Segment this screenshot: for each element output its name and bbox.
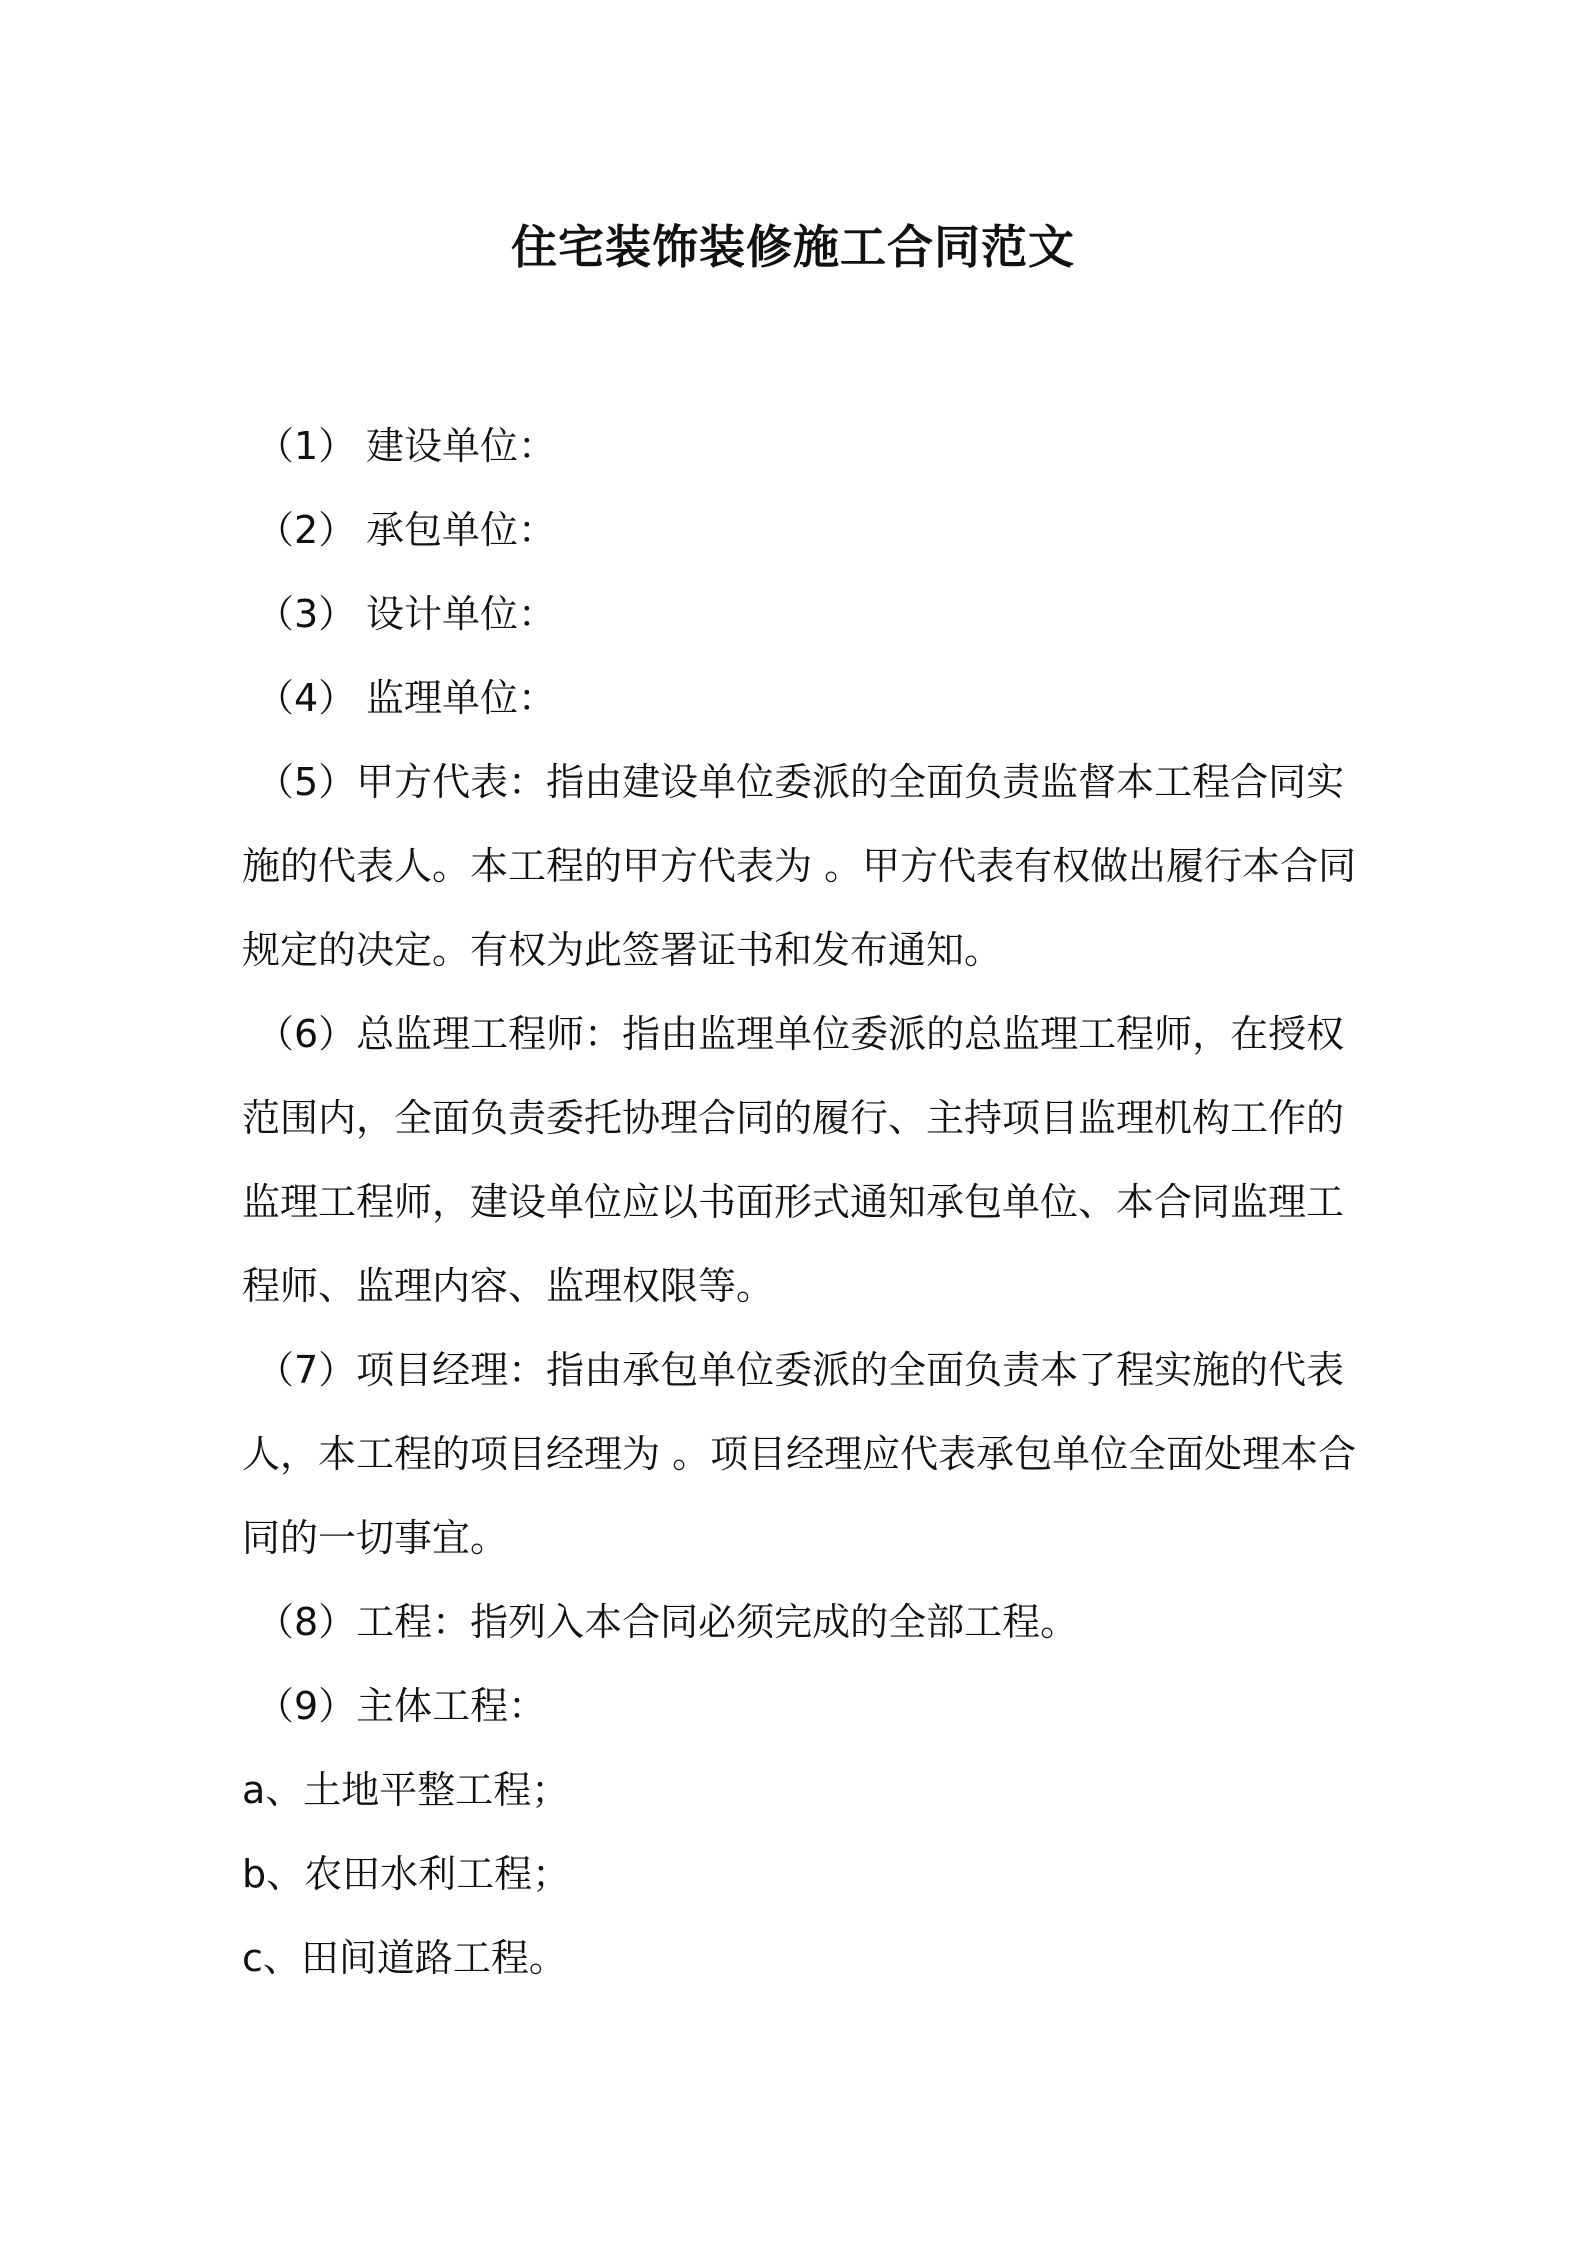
list-item-design-unit	[242, 572, 1372, 656]
sub-item-field-roads: c、田间道路工程。	[242, 1936, 567, 1980]
paragraph-main-works: （9）主体工程：	[256, 1684, 547, 1728]
list-item-number: （3）	[256, 592, 357, 636]
document-title: 住宅装饰装修施工合同范文	[511, 220, 1075, 274]
list-item-number: （4）	[256, 676, 357, 720]
list-item-construction-unit	[242, 404, 1372, 488]
list-item-label: 设计单位：	[366, 592, 557, 636]
paragraph-works: （8）工程：指列入本合同必须完成的全部工程。	[256, 1600, 1079, 1644]
list-item-label: 建设单位：	[366, 424, 557, 468]
list-item-contractor-unit	[242, 488, 1372, 572]
paragraph-project-manager: （7）项目经理：指由承包单位委派的全面负责本了程实施的代表人，本工程的项目经理为 。项目经理应代表承包单位全面处理本合同的一切事宜。	[242, 1348, 1357, 1560]
paragraph-chief-supervisor: （6）总监理工程师：指由监理单位委派的总监理工程师，在授权范围内，全面负责委托协理合同的履行、主持项目监理机构工作的监理工程师，建设单位应以书面形式通知承包单位、本合同监理工程师、监理内容、监理权限等。	[242, 1012, 1345, 1308]
sub-item-irrigation: b、农田水利工程；	[242, 1852, 571, 1896]
list-item-label: 监理单位：	[366, 676, 557, 720]
list-item-label: 承包单位：	[366, 508, 557, 552]
sub-item-land-leveling: a、土地平整工程；	[242, 1768, 570, 1812]
document-body	[242, 404, 1372, 2000]
paragraph-owner-representative: （5）甲方代表：指由建设单位委派的全面负责监督本工程合同实施的代表人。本工程的甲方代表为 。甲方代表有权做出履行本合同规定的决定。有权为此签署证书和发布通知。	[242, 760, 1357, 972]
list-item-number: （2）	[256, 508, 357, 552]
list-item-number: （1）	[256, 424, 357, 468]
list-item-supervision-unit	[242, 656, 1372, 740]
